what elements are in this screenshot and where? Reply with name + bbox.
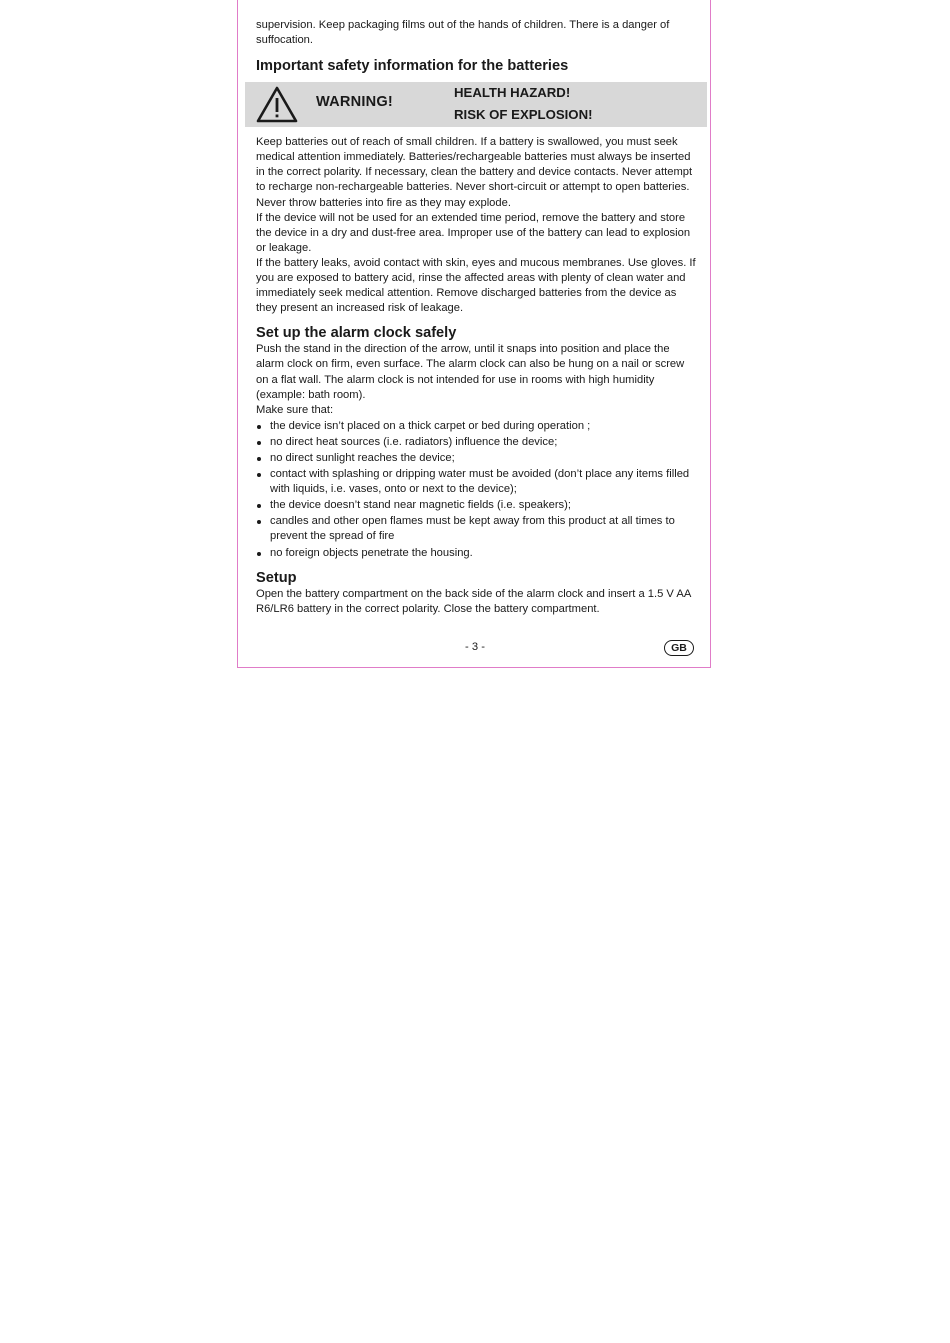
list-item: the device doesn’t stand near magnetic fields (i.e. speakers); <box>256 498 696 513</box>
battery-paragraph: If the battery leaks, avoid contact with skin, eyes and mucous membranes. Use gloves. If you are exposed to battery acid, rinse the affected areas with plenty of clean water and immediately seek medical attention. Remove discharged batteries from the device as they present an increased risk of leakage. <box>256 256 696 315</box>
page-content <box>256 18 696 617</box>
warning-health-hazard: HEALTH HAZARD! <box>454 85 571 101</box>
language-badge: GB <box>664 640 694 656</box>
intro-text: supervision. Keep packaging films out of the hands of children. There is a danger of suffocation. <box>256 19 670 47</box>
safety-checklist <box>256 419 696 561</box>
warning-triangle-icon <box>256 86 298 123</box>
list-item: no direct sunlight reaches the device; <box>256 451 696 466</box>
list-item: the device isn’t placed on a thick carpet or bed during operation ; <box>256 419 696 434</box>
list-item: no direct heat sources (i.e. radiators) influence the device; <box>256 435 696 450</box>
battery-paragraph: Keep batteries out of reach of small children. If a battery is swallowed, you must seek medical attention immediately. Batteries/rechargeable batteries must always be inserted in the correct polarity. If necessary, clean the battery and device contacts. Never attempt to recharge non-rechargeable batteries. Never short-circuit or attempt to open batteries. Never throw batteries into fire as they may explode. <box>256 136 693 209</box>
setup-heading: Setup <box>256 569 297 586</box>
alarm-paragraph: Push the stand in the direction of the arrow, until it snaps into position and place the alarm clock on firm, even surface. The alarm clock can also be hung on a nail or screw on a flat wall. The alarm clock is not intended for use in rooms with high humidity (example: bath room). <box>256 343 685 401</box>
list-item: no foreign objects penetrate the housing. <box>256 546 696 561</box>
warning-title: WARNING! <box>316 94 393 111</box>
make-sure-intro: Make sure that: <box>256 403 334 416</box>
warning-risk-of-explosion: RISK OF EXPLOSION! <box>454 107 593 123</box>
page-number: - 3 - <box>465 641 485 653</box>
alarm-setup-heading: Set up the alarm clock safely <box>256 325 457 342</box>
list-item: candles and other open flames must be kept away from this product at all times to prevent the spread of fire <box>256 514 696 544</box>
battery-safety-heading: Important safety information for the batteries <box>256 58 569 75</box>
manual-page <box>237 0 711 668</box>
setup-paragraph: Open the battery compartment on the back side of the alarm clock and insert a 1.5 V AA R6/LR6 battery in the correct polarity. Close the battery compartment. <box>256 587 691 615</box>
list-item: contact with splashing or dripping water must be avoided (don’t place any items filled with liquids, i.e. vases, onto or next to the device); <box>256 467 696 497</box>
warning-banner <box>245 82 707 127</box>
page-footer <box>238 640 712 658</box>
battery-paragraph: If the device will not be used for an extended time period, remove the battery and store the device in a dry and dust-free area. Improper use of the battery can lead to explosion or leakage. <box>256 211 691 254</box>
